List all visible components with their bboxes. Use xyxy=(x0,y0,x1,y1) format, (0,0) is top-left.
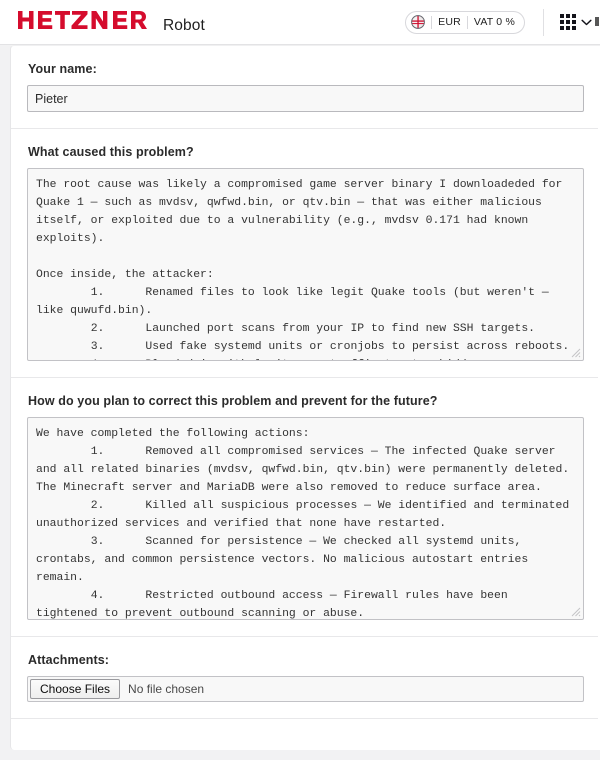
offscreen-element-clip xyxy=(595,17,599,26)
cause-textarea-wrap xyxy=(27,168,584,361)
file-input-row[interactable] xyxy=(27,676,584,702)
section-cause xyxy=(11,129,600,377)
cause-label: What caused this problem? xyxy=(28,145,194,159)
grid-apps-icon xyxy=(560,14,576,30)
currency-code: EUR xyxy=(438,16,461,28)
file-chosen-status: No file chosen xyxy=(128,682,205,696)
choose-files-button[interactable]: Choose Files xyxy=(30,679,120,699)
chevron-down-icon xyxy=(581,19,592,26)
pill-divider-2 xyxy=(467,16,468,29)
app-header xyxy=(0,0,600,45)
header-divider xyxy=(543,9,544,36)
section-your-name xyxy=(11,46,600,128)
fix-label: How do you plan to correct this problem and prevent for the future? xyxy=(28,394,438,408)
apps-menu-button[interactable] xyxy=(560,14,592,30)
brand[interactable] xyxy=(18,10,205,35)
pill-divider xyxy=(431,16,432,29)
currency-vat-pill[interactable] xyxy=(405,11,525,34)
flag-globe-icon xyxy=(411,15,425,29)
section-attachments xyxy=(11,637,600,718)
form-card xyxy=(10,45,600,750)
vat-label: VAT 0 % xyxy=(473,16,515,28)
card-bottom-spacer xyxy=(11,719,600,737)
cause-textarea[interactable] xyxy=(27,168,584,361)
product-name: Robot xyxy=(163,16,205,34)
attachments-label: Attachments: xyxy=(28,653,110,667)
fix-textarea-wrap xyxy=(27,417,584,620)
your-name-input[interactable] xyxy=(27,85,584,112)
your-name-label: Your name: xyxy=(28,62,97,76)
fix-textarea[interactable] xyxy=(27,417,584,620)
header-right xyxy=(405,0,592,44)
section-fix xyxy=(11,378,600,636)
hetzner-logo-icon xyxy=(18,10,154,30)
